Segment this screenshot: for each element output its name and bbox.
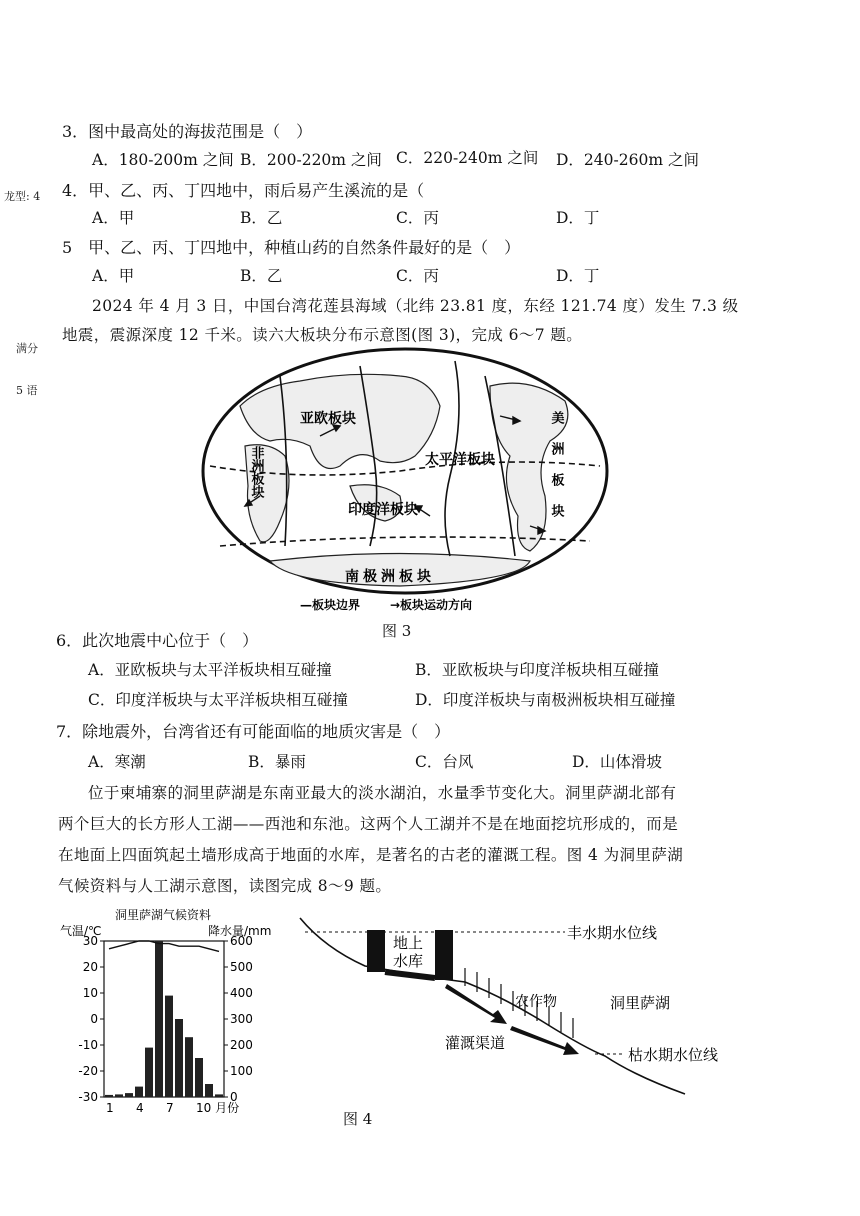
figure3-caption: 图 3: [382, 622, 412, 640]
plate-label-american: 美洲板块: [548, 411, 564, 535]
precip-bar-11: [205, 1084, 213, 1097]
q5-option-c[interactable]: C．丙: [396, 267, 439, 285]
map-legend-boundary: —板块边界: [300, 598, 361, 612]
precip-tick-label: 600: [230, 934, 253, 948]
month-tick-label: 4: [136, 1101, 144, 1115]
reservoir-label-1: 地上: [393, 934, 424, 952]
precip-bar-9: [185, 1037, 193, 1097]
margin-note-2: 满分: [16, 342, 38, 355]
q6-option-b[interactable]: B．亚欧板块与印度洋板块相互碰撞: [415, 661, 659, 679]
q6-option-d[interactable]: D．印度洋板块与南极洲板块相互碰撞: [415, 691, 676, 709]
plate-label-antarctic: 南极洲板块: [345, 569, 435, 585]
precip-tick-label: 100: [230, 1064, 253, 1078]
q4-option-d[interactable]: D．丁: [556, 209, 600, 227]
lake-label: 洞里萨湖: [610, 994, 671, 1012]
temp-tick-label: 10: [82, 986, 98, 1000]
precip-bar-12: [215, 1094, 223, 1097]
precip-tick-label: 400: [230, 986, 253, 1000]
margin-note-3: 5 语: [16, 384, 38, 397]
plate-label-indian: 印度洋板块: [348, 502, 418, 518]
temp-tick-label: 20: [82, 960, 98, 974]
q4-option-a[interactable]: A．甲: [92, 209, 135, 227]
q3-option-b[interactable]: B．200-220m 之间: [240, 151, 382, 169]
channel-label: 灌溉渠道: [445, 1034, 506, 1052]
precip-axis-label: 降水量/mm: [208, 924, 272, 938]
crops-label: 农作物: [515, 994, 557, 1010]
q4-stem: 4．甲、乙、丙、丁四地中，雨后易产生溪流的是（: [62, 181, 425, 200]
month-tick-label: 1: [106, 1101, 114, 1115]
temp-tick-label: 30: [82, 934, 98, 948]
precip-bar-7: [165, 996, 173, 1097]
precip-bar-2: [115, 1094, 123, 1097]
q6-option-a[interactable]: A．亚欧板块与太平洋板块相互碰撞: [88, 661, 332, 679]
plate-map: [200, 346, 610, 616]
low-water-label: 枯水期水位线: [628, 1046, 719, 1064]
margin-note-1: 龙型: 4: [4, 190, 41, 203]
month-tick-label: 7: [166, 1101, 174, 1115]
temp-axis-label: 气温/℃: [60, 924, 102, 938]
high-water-label: 丰水期水位线: [567, 924, 658, 942]
climate-title: 洞里萨湖气候资料: [115, 908, 212, 922]
q5-option-d[interactable]: D．丁: [556, 267, 600, 285]
precip-tick-label: 0: [230, 1090, 238, 1104]
precip-bar-5: [145, 1048, 153, 1097]
temp-tick-label: 0: [90, 1012, 98, 1026]
precip-tick-label: 500: [230, 960, 253, 974]
q7-option-a[interactable]: A．寒潮: [88, 753, 146, 771]
q3-option-c[interactable]: C．220-240m 之间: [396, 149, 539, 167]
plate-label-african: 非洲板块: [248, 446, 264, 498]
precip-tick-label: 300: [230, 1012, 253, 1026]
intro1-line-1: 2024 年 4 月 3 日，中国台湾花莲县海域（北纬 23.81 度，东经 121.74 度）发生 7.3 级: [92, 297, 739, 315]
temp-tick-label: -20: [78, 1064, 98, 1078]
q7-option-d[interactable]: D．山体滑坡: [572, 753, 662, 771]
q3-stem: 3．图中最高处的海拔范围是（ ）: [62, 122, 313, 141]
q4-option-c[interactable]: C．丙: [396, 209, 439, 227]
temp-tick-label: -30: [78, 1090, 98, 1104]
plate-label-pacific: 太平洋板块: [425, 452, 495, 468]
intro2-line-1: 位于柬埔寨的洞里萨湖是东南亚最大的淡水湖泊，水量季节变化大。洞里萨湖北部有: [88, 784, 677, 802]
q6-stem: 6．此次地震中心位于（ ）: [56, 631, 259, 650]
precip-bar-10: [195, 1058, 203, 1097]
month-tick-label: 10 月份: [196, 1101, 240, 1115]
figure4-caption: 图 4: [343, 1110, 373, 1128]
reservoir-diagram: [295, 908, 745, 1108]
q5-option-b[interactable]: B．乙: [240, 267, 283, 285]
precip-bar-8: [175, 1019, 183, 1097]
intro2-line-4: 气候资料与人工湖示意图，读图完成 8～9 题。: [58, 877, 392, 895]
temperature-line: [109, 941, 219, 951]
precip-bar-6: [155, 941, 163, 1097]
map-legend-motion: →板块运动方向: [390, 598, 473, 612]
q5-option-a[interactable]: A．甲: [92, 267, 135, 285]
q3-option-d[interactable]: D．240-260m 之间: [556, 151, 699, 169]
climate-chart: [60, 905, 290, 1115]
temp-tick-label: -10: [78, 1038, 98, 1052]
q3-option-a[interactable]: A．180-200m 之间: [92, 151, 234, 169]
q7-option-b[interactable]: B．暴雨: [248, 753, 306, 771]
q4-option-b[interactable]: B．乙: [240, 209, 283, 227]
intro2-line-2: 两个巨大的长方形人工湖——西池和东池。这两个人工湖并不是在地面挖坑形成的，而是: [58, 815, 679, 833]
q5-stem: 5 甲、乙、丙、丁四地中，种植山药的自然条件最好的是（ ）: [62, 238, 521, 257]
intro2-line-3: 在地面上四面筑起土墙形成高于地面的水库，是著名的古老的灌溉工程。图 4 为洞里萨湖: [58, 846, 684, 864]
reservoir-label-2: 水库: [393, 952, 424, 970]
precip-bar-4: [135, 1087, 143, 1097]
q7-option-c[interactable]: C．台风: [415, 753, 474, 771]
q6-option-c[interactable]: C．印度洋板块与太平洋板块相互碰撞: [88, 691, 348, 709]
plate-label-eurasian: 亚欧板块: [300, 411, 356, 427]
q7-stem: 7．除地震外，台湾省还有可能面临的地质灾害是（ ）: [56, 722, 451, 741]
precip-bar-3: [125, 1093, 133, 1097]
intro1-line-2: 地震，震源深度 12 千米。读六大板块分布示意图(图 3)，完成 6～7 题。: [62, 326, 583, 344]
precip-bar-1: [105, 1095, 113, 1097]
precip-tick-label: 200: [230, 1038, 253, 1052]
